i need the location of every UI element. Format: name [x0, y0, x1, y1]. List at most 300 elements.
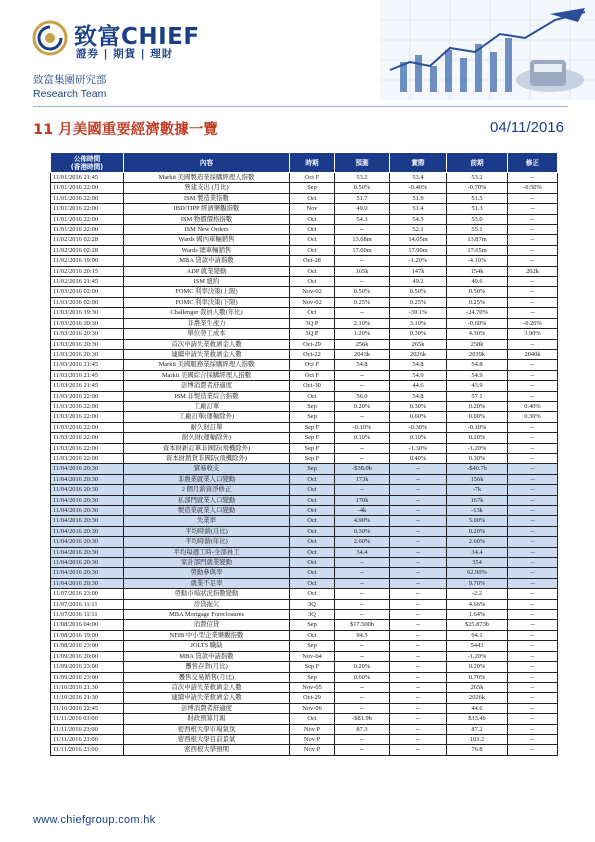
table-row	[51, 453, 558, 463]
cell-prior: 0.20%	[447, 526, 508, 536]
cell-actual: 0.50%	[390, 287, 447, 297]
cell-revised: --	[508, 391, 558, 401]
table-row	[51, 734, 558, 744]
page-header	[0, 0, 595, 110]
cell-content: 2 個月薪資淨修正	[124, 485, 290, 495]
cell-period: Oct-28	[290, 256, 335, 266]
cell-time: 11/01/2016 22:00	[51, 183, 124, 193]
cell-prior: 0.20%	[447, 662, 508, 672]
table-row	[51, 589, 558, 599]
cell-time: 11/03/2016 21:45	[51, 370, 124, 380]
cell-period: Sep F	[290, 433, 335, 443]
cell-forecast: --	[335, 578, 390, 588]
cell-actual: --	[390, 610, 447, 620]
cell-revised: --	[508, 214, 558, 224]
cell-revised: 0.30%	[508, 412, 558, 422]
cell-actual: --	[390, 558, 447, 568]
cell-content: 貿易收支	[124, 464, 290, 474]
cell-prior: $25.873b	[447, 620, 508, 630]
cell-forecast: --	[335, 225, 390, 235]
cell-time: 11/04/2016 20:30	[51, 558, 124, 568]
cell-period: Oct	[290, 391, 335, 401]
chief-logo-icon	[32, 20, 68, 56]
cell-content: 家計部門就業變動	[124, 558, 290, 568]
cell-prior: 43.9	[447, 381, 508, 391]
cell-forecast: 0.25%	[335, 297, 390, 307]
cell-revised: --	[508, 173, 558, 183]
cell-period: Nov-02	[290, 297, 335, 307]
table-row	[51, 558, 558, 568]
cell-revised: --	[508, 672, 558, 682]
cell-content: 躉售存貨(月比)	[124, 662, 290, 672]
cell-revised: --	[508, 204, 558, 214]
research-dept-name: 致富集團研究部	[33, 74, 107, 86]
cell-content: 耐久財訂單	[124, 422, 290, 432]
cell-actual: --	[390, 651, 447, 661]
cell-revised: --	[508, 682, 558, 692]
cell-content: MBA Mortgage Foreclosures	[124, 610, 290, 620]
cell-period: Nov P	[290, 734, 335, 744]
cell-time: 11/04/2016 20:30	[51, 474, 124, 484]
cell-revised: --	[508, 360, 558, 370]
table-row	[51, 245, 558, 255]
cell-revised: 0.40%	[508, 401, 558, 411]
cell-content: ISM 製造業指數	[124, 193, 290, 203]
table-row	[51, 703, 558, 713]
cell-period: Sep	[290, 401, 335, 411]
table-row	[51, 526, 558, 536]
table-row	[51, 599, 558, 609]
table-row	[51, 464, 558, 474]
cell-period: Oct	[290, 589, 335, 599]
cell-actual: --	[390, 547, 447, 557]
cell-actual: 0.10%	[390, 433, 447, 443]
cell-content: ISM 非製造業綜合指數	[124, 391, 290, 401]
table-row	[51, 433, 558, 443]
cell-actual: --	[390, 714, 447, 724]
cell-period: Oct-22	[290, 349, 335, 359]
table-row	[51, 401, 558, 411]
cell-time: 11/03/2016 20:30	[51, 318, 124, 328]
table-row	[51, 204, 558, 214]
table-row	[51, 547, 558, 557]
cell-time: 11/08/2016 23:00	[51, 641, 124, 651]
cell-revised: --	[508, 630, 558, 640]
cell-revised: --	[508, 734, 558, 744]
cell-content: 彭博消費者舒適度	[124, 381, 290, 391]
cell-forecast: --	[335, 381, 390, 391]
table-row	[51, 297, 558, 307]
cell-forecast: -$81.9b	[335, 714, 390, 724]
cell-prior: -2.2	[447, 589, 508, 599]
table-row	[51, 745, 558, 755]
cell-content: 密西根大學市場氣氛	[124, 724, 290, 734]
cell-prior: 156k	[447, 474, 508, 484]
cell-time: 11/03/2016 22:00	[51, 412, 124, 422]
cell-prior: 0.20%	[447, 401, 508, 411]
cell-period: Oct	[290, 516, 335, 526]
cell-period: Oct	[290, 214, 335, 224]
cell-prior: 265k	[447, 682, 508, 692]
cell-actual: --	[390, 693, 447, 703]
table-row	[51, 620, 558, 630]
cell-forecast: 2043k	[335, 349, 390, 359]
table-row	[51, 329, 558, 339]
cell-revised: --	[508, 724, 558, 734]
cell-forecast: --	[335, 745, 390, 755]
cell-time: 11/11/2016 23:00	[51, 724, 124, 734]
cell-actual: --	[390, 724, 447, 734]
cell-prior: 54.8	[447, 360, 508, 370]
cell-time: 11/08/2016 04:00	[51, 620, 124, 630]
cell-actual: --	[390, 599, 447, 609]
cell-time: 11/03/2016 22:00	[51, 391, 124, 401]
cell-revised: --	[508, 297, 558, 307]
cell-forecast: 0.60%	[335, 672, 390, 682]
cell-actual: 54.8	[390, 391, 447, 401]
cell-revised: --	[508, 370, 558, 380]
cell-forecast: --	[335, 308, 390, 318]
cell-period: Nov-04	[290, 651, 335, 661]
cell-period: Oct	[290, 714, 335, 724]
cell-period: Nov-06	[290, 703, 335, 713]
cell-prior: 0.20%	[447, 433, 508, 443]
cell-period: Oct	[290, 558, 335, 568]
table-row	[51, 485, 558, 495]
table-row	[51, 360, 558, 370]
cell-actual: --	[390, 578, 447, 588]
cell-forecast: 2.10%	[335, 318, 390, 328]
cell-content: 工廠訂單	[124, 401, 290, 411]
cell-prior: 54.9	[447, 370, 508, 380]
cell-time: 11/01/2016 22:00	[51, 214, 124, 224]
cell-actual: 51.4	[390, 204, 447, 214]
cell-period: Nov	[290, 204, 335, 214]
cell-period: Oct-30	[290, 381, 335, 391]
cell-content: 首次申請失業救濟金人數	[124, 339, 290, 349]
cell-content: 勞動參與率	[124, 568, 290, 578]
cell-prior: 51.5	[447, 193, 508, 203]
cell-actual: --	[390, 662, 447, 672]
header-divider	[33, 106, 568, 107]
cell-period: Oct	[290, 495, 335, 505]
cell-content: 就業不足率	[124, 578, 290, 588]
cell-actual: 0.60%	[390, 412, 447, 422]
cell-content: Challenger 裁員人數(年比)	[124, 308, 290, 318]
cell-revised: --	[508, 339, 558, 349]
table-row	[51, 339, 558, 349]
cell-prior: $33.4b	[447, 714, 508, 724]
cell-prior: 0.70%	[447, 672, 508, 682]
cell-actual: --	[390, 516, 447, 526]
table-row	[51, 266, 558, 276]
cell-content: ADP 就業變動	[124, 266, 290, 276]
table-row	[51, 568, 558, 578]
cell-forecast: 56.0	[335, 391, 390, 401]
cell-forecast: $17.500b	[335, 620, 390, 630]
cell-revised: --	[508, 443, 558, 453]
cell-content: IBD/TIPP 經濟樂觀指數	[124, 204, 290, 214]
cell-time: 11/07/2016 23:00	[51, 589, 124, 599]
cell-period: Oct F	[290, 370, 335, 380]
cell-content: 首次申請失業救濟金人數	[124, 682, 290, 692]
cell-actual: --	[390, 620, 447, 630]
cell-prior: 0.50%	[447, 287, 508, 297]
cell-content: Markit 美國綜合採購經理人指數	[124, 370, 290, 380]
cell-prior: 2039k	[447, 349, 508, 359]
cell-period: Oct-29	[290, 693, 335, 703]
cell-content: Wards 國內車輛銷售	[124, 235, 290, 245]
table-row	[51, 422, 558, 432]
cell-time: 11/04/2016 20:30	[51, 568, 124, 578]
table-header-row	[51, 153, 558, 173]
cell-prior: 167k	[447, 495, 508, 505]
cell-actual: -0.30%	[390, 422, 447, 432]
cell-time: 11/02/2016 20:15	[51, 266, 124, 276]
cell-forecast: 13.68m	[335, 235, 390, 245]
cell-period: Nov-02	[290, 287, 335, 297]
cell-time: 11/10/2016 22:45	[51, 703, 124, 713]
cell-forecast: --	[335, 589, 390, 599]
cell-time: 11/04/2016 20:30	[51, 485, 124, 495]
cell-revised: --	[508, 277, 558, 287]
cell-content: 製造業就業人口變動	[124, 506, 290, 516]
cell-forecast: --	[335, 256, 390, 266]
cell-content: 密西根大學目前景氣	[124, 734, 290, 744]
cell-revised: --	[508, 381, 558, 391]
cell-content: 失業率	[124, 516, 290, 526]
cell-period: Sep	[290, 641, 335, 651]
cell-period: Oct F	[290, 360, 335, 370]
cell-revised: --	[508, 235, 558, 245]
table-body	[51, 173, 558, 756]
table-row	[51, 318, 558, 328]
cell-content: 營建支出 (月比)	[124, 183, 290, 193]
cell-forecast: 170k	[335, 495, 390, 505]
cell-prior: -0.60%	[447, 318, 508, 328]
cell-period: Nov-05	[290, 682, 335, 692]
cell-period: Oct	[290, 266, 335, 276]
cell-period: Oct	[290, 537, 335, 547]
cell-revised: -0.50%	[508, 183, 558, 193]
cell-actual: 0.30%	[390, 401, 447, 411]
cell-prior: 258k	[447, 339, 508, 349]
cell-forecast: 4.90%	[335, 516, 390, 526]
footer-website-url: www.chiefgroup.com.hk	[33, 814, 156, 826]
cell-prior: 53.0	[447, 214, 508, 224]
cell-period: Nov P	[290, 724, 335, 734]
cell-revised: --	[508, 526, 558, 536]
cell-prior: 4.66%	[447, 599, 508, 609]
cell-period: Oct	[290, 547, 335, 557]
cell-actual: 0.30%	[390, 329, 447, 339]
cell-forecast: -$38.0b	[335, 464, 390, 474]
cell-prior: 154k	[447, 266, 508, 276]
cell-prior: 4.30%	[447, 329, 508, 339]
cell-prior: 55.1	[447, 225, 508, 235]
cell-revised: --	[508, 225, 558, 235]
cell-time: 11/04/2016 20:30	[51, 506, 124, 516]
cell-period: Sep F	[290, 443, 335, 453]
cell-revised: --	[508, 578, 558, 588]
table-row	[51, 724, 558, 734]
cell-prior: 94.1	[447, 630, 508, 640]
table-row	[51, 506, 558, 516]
cell-revised: 2040k	[508, 349, 558, 359]
cell-time: 11/10/2016 21:30	[51, 682, 124, 692]
cell-time: 11/03/2016 22:00	[51, 443, 124, 453]
cell-content: Markit 美國服務業採購經理人指數	[124, 360, 290, 370]
cell-actual: --	[390, 630, 447, 640]
cell-actual: 54.9	[390, 370, 447, 380]
cell-prior: 1.64%	[447, 610, 508, 620]
cell-period: Sep F	[290, 662, 335, 672]
cell-prior: -0.10%	[447, 422, 508, 432]
cell-prior: 5.00%	[447, 516, 508, 526]
cell-actual: 44.6	[390, 381, 447, 391]
cell-content: ISM New Orders	[124, 225, 290, 235]
cell-prior: 53.2	[447, 173, 508, 183]
cell-time: 11/11/2016 23:00	[51, 734, 124, 744]
cell-revised: --	[508, 703, 558, 713]
cell-content: 房貸拖欠	[124, 599, 290, 609]
cell-actual: 14.05m	[390, 235, 447, 245]
cell-forecast: --	[335, 370, 390, 380]
cell-actual: --	[390, 526, 447, 536]
cell-forecast: 51.7	[335, 193, 390, 203]
cell-period: Oct	[290, 568, 335, 578]
cell-prior: 354	[447, 558, 508, 568]
table-row	[51, 308, 558, 318]
cell-revised: --	[508, 641, 558, 651]
cell-content: 勞動市場狀況指數變動	[124, 589, 290, 599]
cell-time: 11/03/2016 22:00	[51, 453, 124, 463]
cell-period: Oct-29	[290, 339, 335, 349]
table-row	[51, 287, 558, 297]
cell-content: NFIB 中小型企業樂觀指數	[124, 630, 290, 640]
cell-time: 11/03/2016 19:30	[51, 308, 124, 318]
cell-period: Oct	[290, 245, 335, 255]
cell-time: 11/07/2016 11/11	[51, 599, 124, 609]
cell-prior: 57.1	[447, 391, 508, 401]
table-row	[51, 651, 558, 661]
cell-time: 11/03/2016 20:30	[51, 349, 124, 359]
cell-content: MBA 貸款申請指數	[124, 651, 290, 661]
cell-revised: --	[508, 485, 558, 495]
cell-revised: -0.20%	[508, 318, 558, 328]
cell-actual: -1.20%	[390, 256, 447, 266]
cell-time: 11/04/2016 20:30	[51, 464, 124, 474]
cell-period: Nov P	[290, 745, 335, 755]
table-row	[51, 641, 558, 651]
table-row	[51, 682, 558, 692]
cell-content: 連續申請失業救濟金人數	[124, 349, 290, 359]
table-row	[51, 235, 558, 245]
cell-time: 11/09/2016 23:00	[51, 662, 124, 672]
table-row	[51, 516, 558, 526]
cell-prior: 49.6	[447, 277, 508, 287]
cell-content: 資本財銷貨非國防(飛機除外)	[124, 453, 290, 463]
cell-revised: --	[508, 693, 558, 703]
cell-time: 11/01/2016 22:00	[51, 225, 124, 235]
cell-time: 11/03/2016 20:30	[51, 339, 124, 349]
cell-revised: --	[508, 256, 558, 266]
cell-content: FOMC 利率決策(下限)	[124, 297, 290, 307]
cell-period: Oct	[290, 308, 335, 318]
cell-prior: -1.20%	[447, 443, 508, 453]
cell-forecast: 0.10%	[335, 433, 390, 443]
cell-actual: 54.5	[390, 214, 447, 224]
cell-actual: 49.2	[390, 277, 447, 287]
cell-prior: 9.70%	[447, 578, 508, 588]
cell-actual: -39.1%	[390, 308, 447, 318]
cell-actual: --	[390, 537, 447, 547]
cell-forecast: 0.50%	[335, 183, 390, 193]
cell-actual: 53.4	[390, 173, 447, 183]
table-row	[51, 610, 558, 620]
cell-period: Oct	[290, 485, 335, 495]
header-revised: 修正	[508, 153, 558, 173]
cell-period: 3Q P	[290, 329, 335, 339]
cell-prior: -1.20%	[447, 651, 508, 661]
cell-actual: --	[390, 672, 447, 682]
header-period: 時期	[290, 153, 335, 173]
table-row	[51, 349, 558, 359]
cell-revised: --	[508, 651, 558, 661]
cell-period: Oct	[290, 630, 335, 640]
cell-revised: --	[508, 287, 558, 297]
cell-content: 耐久財(運輸除外)	[124, 433, 290, 443]
cell-period: Oct	[290, 193, 335, 203]
cell-period: Oct	[290, 578, 335, 588]
table-row	[51, 256, 558, 266]
table-row	[51, 225, 558, 235]
cell-forecast: 0.20%	[335, 401, 390, 411]
cell-actual: --	[390, 734, 447, 744]
cell-period: Oct	[290, 506, 335, 516]
cell-actual: 51.9	[390, 193, 447, 203]
header-content: 內容	[124, 153, 290, 173]
cell-content: ISM 紐約	[124, 277, 290, 287]
cell-forecast: 2.60%	[335, 537, 390, 547]
cell-time: 11/04/2016 20:30	[51, 578, 124, 588]
brand-name: 致富CHIEF	[74, 24, 200, 50]
table-row	[51, 672, 558, 682]
cell-forecast: --	[335, 703, 390, 713]
cell-revised: --	[508, 245, 558, 255]
cell-period: Sep	[290, 183, 335, 193]
header-forecast: 預測	[335, 153, 390, 173]
cell-time: 11/03/2016 21:45	[51, 381, 124, 391]
cell-time: 11/04/2016 20:30	[51, 495, 124, 505]
cell-forecast: -4k	[335, 506, 390, 516]
cell-prior: 17.65m	[447, 245, 508, 255]
cell-time: 11/02/2016 21:45	[51, 277, 124, 287]
cell-time: 11/07/2016 11/11	[51, 610, 124, 620]
cell-revised: --	[508, 589, 558, 599]
cell-forecast: --	[335, 443, 390, 453]
cell-content: 消費信貸	[124, 620, 290, 630]
cell-time: 11/04/2016 20:30	[51, 537, 124, 547]
cell-content: JOLTS 職缺	[124, 641, 290, 651]
cell-content: ISM 物價價格指數	[124, 214, 290, 224]
cell-time: 11/02/2016 19:00	[51, 256, 124, 266]
cell-time: 11/11/2016 23:00	[51, 745, 124, 755]
table-row	[51, 662, 558, 672]
cell-period: Oct	[290, 474, 335, 484]
cell-time: 11/03/2016 21:45	[51, 360, 124, 370]
cell-revised: --	[508, 193, 558, 203]
